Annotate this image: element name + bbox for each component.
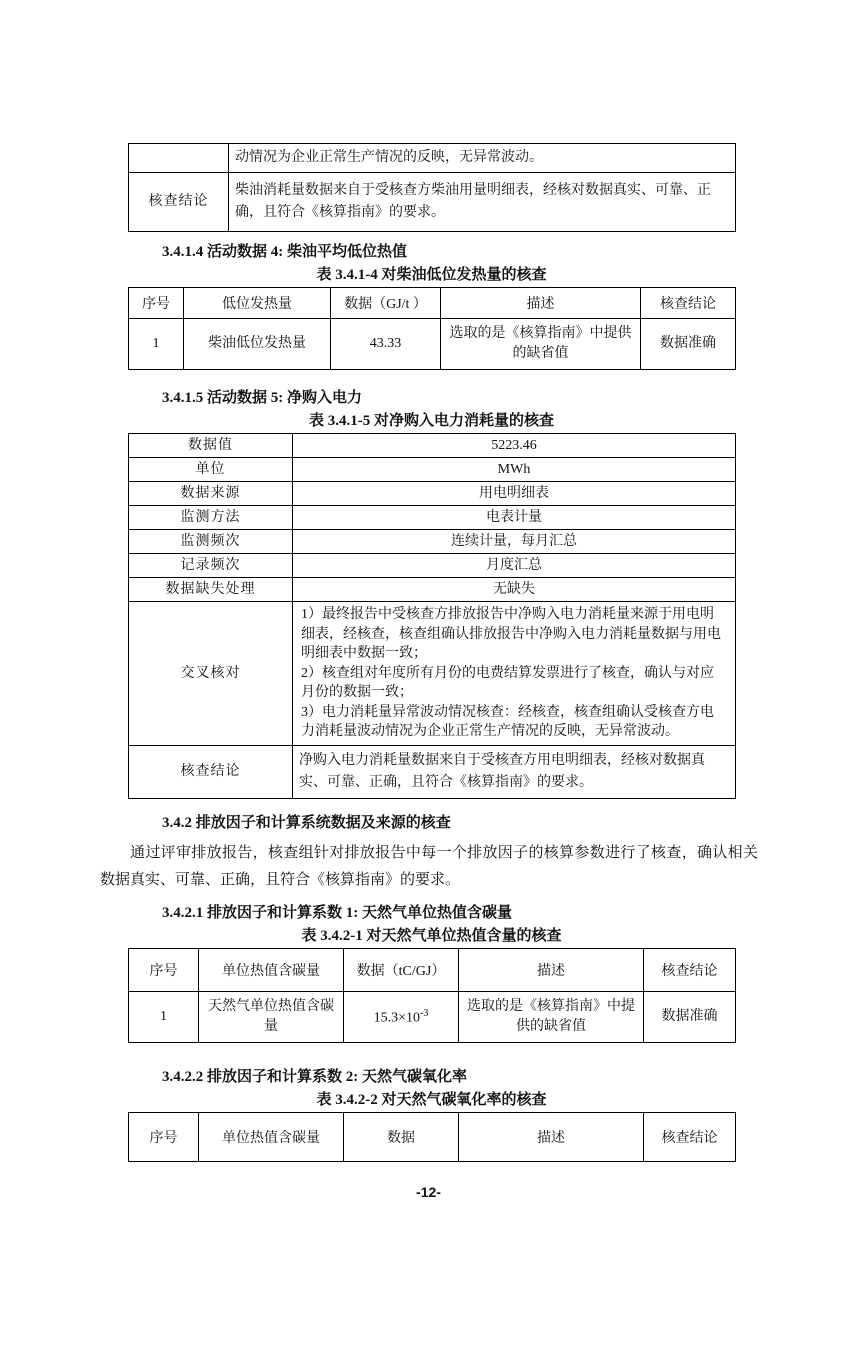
col-header-name: 单位热值含碳量 bbox=[199, 1112, 344, 1161]
conclusion-text: 柴油消耗量数据来自于受核查方柴油用量明细表，经核对数据真实、可靠、正确，且符合《核算指南》的要求。 bbox=[229, 173, 736, 232]
col-header-conclusion: 核查结论 bbox=[644, 948, 736, 991]
section-heading-3422: 3.4.2.2 排放因子和计算系数 2: 天然气碳氧化率 bbox=[162, 1068, 467, 1085]
col-header-desc: 描述 bbox=[459, 1112, 644, 1161]
col-header-seq: 序号 bbox=[129, 1112, 199, 1161]
row-value: MWh bbox=[293, 458, 736, 482]
cell-conclusion: 数据准确 bbox=[641, 319, 736, 370]
row-label: 数据缺失处理 bbox=[129, 578, 293, 602]
table-row bbox=[129, 554, 736, 578]
table-header-row bbox=[129, 288, 736, 319]
cell-desc: 选取的是《核算指南》中提供的缺省值 bbox=[459, 991, 644, 1042]
row-value: 用电明细表 bbox=[293, 482, 736, 506]
gas-oxidation-rate-table bbox=[128, 1112, 736, 1162]
row-label: 数据来源 bbox=[129, 482, 293, 506]
table-row bbox=[129, 991, 736, 1042]
conclusion-label: 核查结论 bbox=[129, 173, 229, 232]
table-row bbox=[129, 578, 736, 602]
row-value: 月度汇总 bbox=[293, 554, 736, 578]
empty-label-cell bbox=[129, 144, 229, 173]
row-value: 电表计量 bbox=[293, 506, 736, 530]
row-label: 数据值 bbox=[129, 434, 293, 458]
continuation-text: 动情况为企业正常生产情况的反映，无异常波动。 bbox=[229, 144, 736, 173]
report-page bbox=[0, 143, 850, 1347]
col-header-value: 数据（tC/GJ） bbox=[344, 948, 459, 991]
row-label: 监测方法 bbox=[129, 506, 293, 530]
col-header-conclusion: 核查结论 bbox=[641, 288, 736, 319]
col-header-name: 低位发热量 bbox=[184, 288, 331, 319]
cross-check-item-3: 3）电力消耗量异常波动情况核查：经核查，核查组确认受核查方电力消耗量波动情况为企业正常生产情况的反映，无异常波动。 bbox=[301, 704, 714, 739]
cross-check-item-1: 1）最终报告中受核查方排放报告中净购入电力消耗量来源于用电明细表，经核查，核查组确认排放报告中净购入电力消耗量数据与用电明细表中数据一致； bbox=[301, 607, 721, 661]
col-header-value: 数据 bbox=[344, 1112, 459, 1161]
row-label: 单位 bbox=[129, 458, 293, 482]
section-heading-3415: 3.4.1.5 活动数据 5: 净购入电力 bbox=[162, 390, 362, 406]
col-header-seq: 序号 bbox=[129, 288, 184, 319]
cross-check-row bbox=[129, 602, 736, 746]
cell-name: 天然气单位热值含碳量 bbox=[199, 991, 344, 1042]
col-header-name: 单位热值含碳量 bbox=[199, 948, 344, 991]
cross-check-item-2: 2）核查组对年度所有月份的电费结算发票进行了核查，确认与对应月份的数据一致； bbox=[301, 665, 714, 700]
page-number: -12- bbox=[416, 1183, 441, 1200]
cell-desc: 选取的是《核算指南》中提供的缺省值 bbox=[441, 319, 641, 370]
table-title-3421: 表 3.4.2-1 对天然气单位热值含量的核查 bbox=[301, 927, 562, 944]
table-row bbox=[129, 482, 736, 506]
col-header-seq: 序号 bbox=[129, 948, 199, 991]
row-value: 5223.46 bbox=[293, 434, 736, 458]
diesel-conclusion-table bbox=[128, 143, 736, 232]
section-heading-342: 3.4.2 排放因子和计算系统数据及来源的核查 bbox=[162, 814, 451, 831]
conclusion-row bbox=[129, 745, 736, 798]
row-label: 监测频次 bbox=[129, 530, 293, 554]
table-header-row bbox=[129, 1112, 736, 1161]
col-header-conclusion: 核查结论 bbox=[644, 1112, 736, 1161]
cross-check-label: 交叉核对 bbox=[129, 602, 293, 746]
conclusion-text: 净购入电力消耗量数据来自于受核查方用电明细表，经核对数据真实、可靠、正确，且符合《核算指南》的要求。 bbox=[293, 745, 736, 798]
cell-seq: 1 bbox=[129, 319, 184, 370]
table-row bbox=[129, 434, 736, 458]
electricity-table bbox=[128, 433, 736, 799]
col-header-desc: 描述 bbox=[459, 948, 644, 991]
table-row bbox=[129, 144, 736, 173]
table-row bbox=[129, 506, 736, 530]
row-label: 记录频次 bbox=[129, 554, 293, 578]
value-exponent: -3 bbox=[420, 1008, 429, 1020]
cell-name: 柴油低位发热量 bbox=[184, 319, 331, 370]
diesel-ncv-table bbox=[128, 287, 736, 370]
table-row bbox=[129, 458, 736, 482]
col-header-desc: 描述 bbox=[441, 288, 641, 319]
table-title-3422: 表 3.4.2-2 对天然气碳氧化率的核查 bbox=[316, 1091, 547, 1108]
table-row bbox=[129, 530, 736, 554]
section-342-paragraph: 通过评审排放报告，核查组针对排放报告中每一个排放因子的核算参数进行了核查，确认相关数据真实、可靠、正确，且符合《核算指南》的要求。 bbox=[100, 844, 758, 888]
gas-carbon-content-table bbox=[128, 948, 736, 1043]
table-title-3414: 表 3.4.1-4 对柴油低位发热量的核查 bbox=[316, 267, 547, 283]
value-base: 15.3×10 bbox=[373, 1010, 421, 1026]
table-row bbox=[129, 173, 736, 232]
cell-value bbox=[344, 991, 459, 1042]
table-row bbox=[129, 319, 736, 370]
table-title-3415: 表 3.4.1-5 对净购入电力消耗量的核查 bbox=[309, 413, 554, 429]
section-heading-3421: 3.4.2.1 排放因子和计算系数 1: 天然气单位热值含碳量 bbox=[162, 904, 512, 921]
row-value: 连续计量，每月汇总 bbox=[293, 530, 736, 554]
table-header-row bbox=[129, 948, 736, 991]
section-heading-3414: 3.4.1.4 活动数据 4: 柴油平均低位热值 bbox=[162, 244, 407, 260]
cell-conclusion: 数据准确 bbox=[644, 991, 736, 1042]
col-header-value: 数据（GJ/t ） bbox=[331, 288, 441, 319]
cell-value: 43.33 bbox=[331, 319, 441, 370]
cross-check-content bbox=[293, 602, 736, 746]
row-value: 无缺失 bbox=[293, 578, 736, 602]
conclusion-label: 核查结论 bbox=[129, 745, 293, 798]
cell-seq: 1 bbox=[129, 991, 199, 1042]
